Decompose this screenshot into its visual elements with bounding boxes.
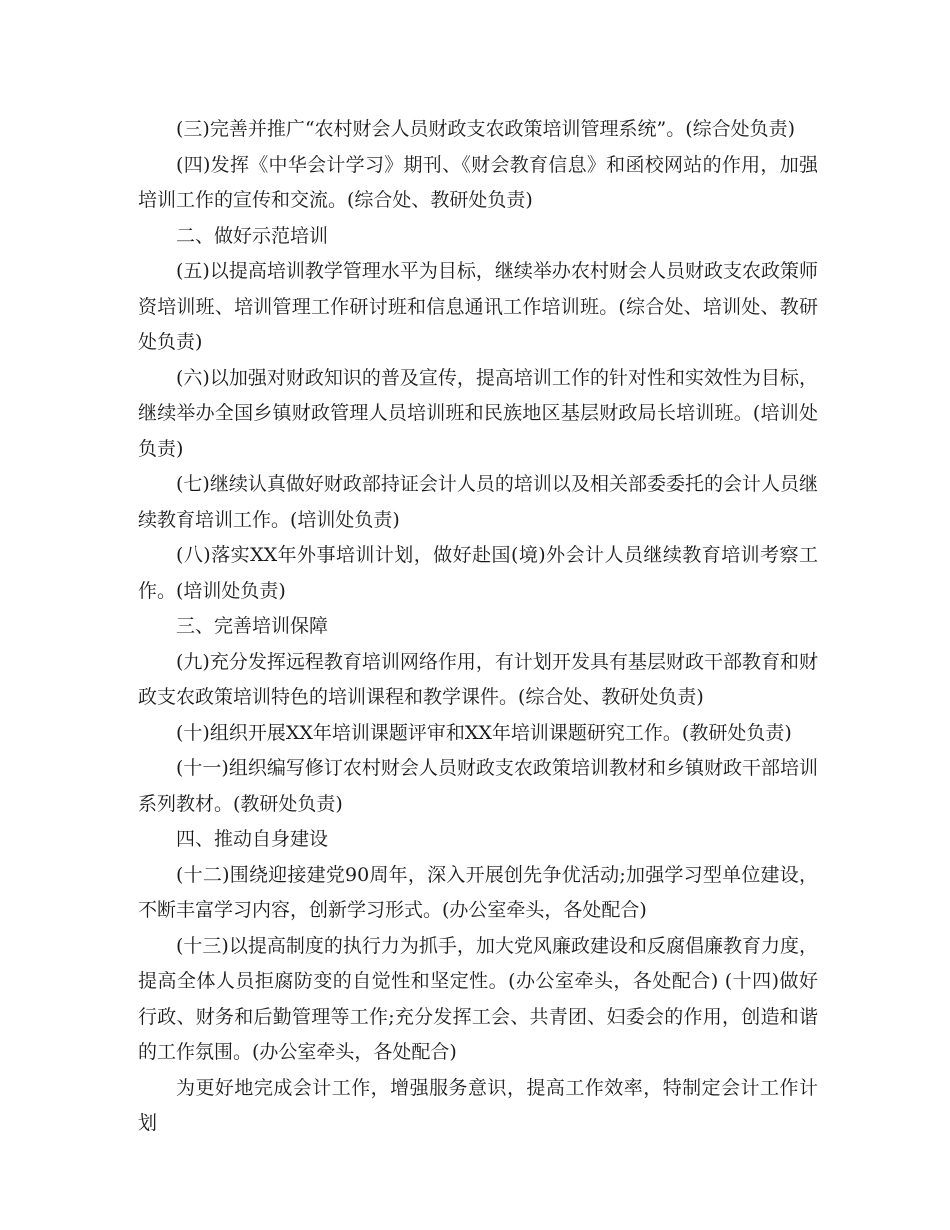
paragraph-item-5: (五)以提高培训教学管理水平为目标，继续举办农村财会人员财政支农政策师资培训班、培训管理工作研讨班和信息通讯工作培训班。(综合处、培训处、教研处负责) [138,260,818,353]
document-body [138,112,818,1142]
section-heading-4: 四、推动自身建设 [176,828,329,850]
paragraph-item-4: (四)发挥《中华会计学习》期刊、《财会教育信息》和函校网站的作用，加强培训工作的宣传和交流。(综合处、教研处负责) [138,153,818,211]
paragraph-item-9: (九)充分发挥远程教育培训网络作用，有计划开发具有基层财政干部教育和财政支农政策培训特色的培训课程和教学课件。(综合处、教研处负责) [138,650,818,708]
paragraph-item-3: (三)完善并推广“农村财会人员财政支农政策培训管理系统”。(综合处负责) [176,118,796,140]
paragraph-item-7: (七)继续认真做好财政部持证会计人员的培训以及相关部委委托的会计人员继续教育培训工作。(培训处负责) [138,473,818,531]
paragraph-item-11: (十一)组织编写修订农村财会人员财政支农政策培训教材和乡镇财政干部培训系列教材。(教研处负责) [138,757,818,815]
paragraph-item-12: (十二)围绕迎接建党90周年，深入开展创先争优活动;加强学习型单位建设，不断丰富学习内容，创新学习形式。(办公室牵头，各处配合) [138,863,818,921]
section-heading-3: 三、完善培训保障 [176,615,329,637]
paragraph-item-8: (八)落实XX年外事培训计划，做好赴国(境)外会计人员继续教育培训考察工作。(培训处负责) [138,544,818,602]
paragraph-item-13-14: (十三)以提高制度的执行力为抓手，加大党风廉政建设和反腐倡廉教育力度，提高全体人员拒腐防变的自觉性和坚定性。(办公室牵头，各处配合) (十四)做好行政、财务和后勤管理等工作;充分发挥工会、共青团、妇委会的作用，创造和谐的工作氛围。(办公室牵头，各处配合) [138,934,818,1063]
section-heading-2: 二、做好示范培训 [176,224,329,247]
paragraph-item-6: (六)以加强对财政知识的普及宣传，提高培训工作的针对性和实效性为目标，继续举办全国乡镇财政管理人员培训班和民族地区基层财政局长培训班。(培训处负责) [138,366,818,460]
paragraph-item-10: (十)组织开展XX年培训课题评审和XX年培训课题研究工作。(教研处负责) [176,721,792,744]
paragraph-closing: 为更好地完成会计工作，增强服务意识，提高工作效率，特制定会计工作计划 [138,1076,818,1134]
